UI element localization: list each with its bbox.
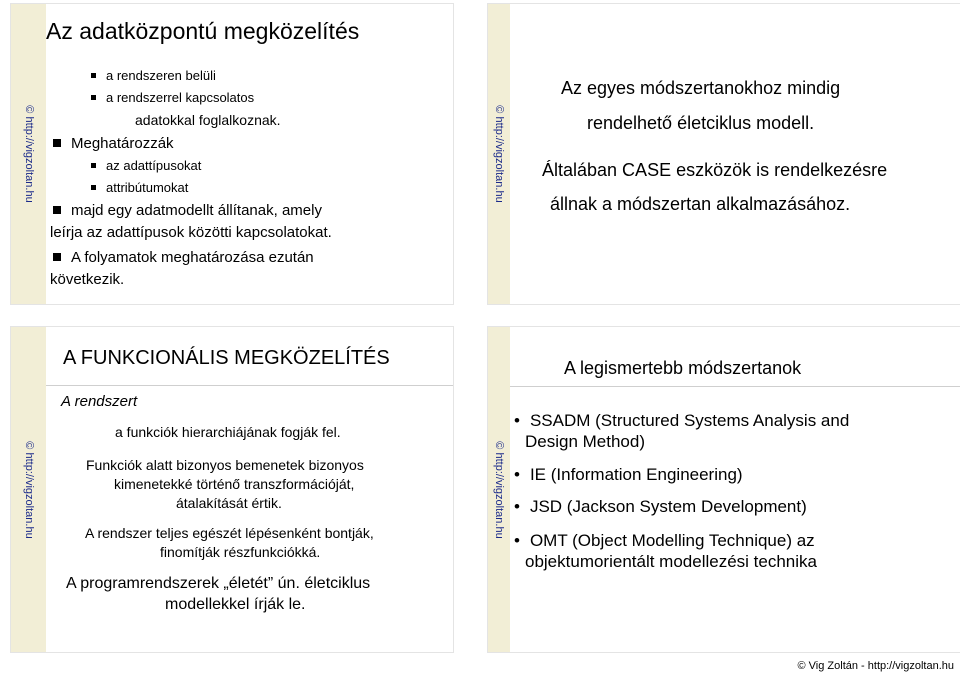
watermark-strip bbox=[11, 327, 46, 652]
bullet-line: Meghatározzák bbox=[53, 135, 174, 152]
text-line: rendelhető életciklus modell. bbox=[587, 113, 815, 133]
bullet-line: • IE (Information Engineering) bbox=[514, 465, 743, 485]
slide-title: Az adatközpontú megközelítés bbox=[46, 18, 360, 44]
text-line: modellekkel írják le. bbox=[165, 596, 306, 613]
title-underline bbox=[510, 386, 960, 387]
watermark-text: © http://vigzoltan.hu bbox=[22, 440, 35, 539]
watermark-strip bbox=[488, 327, 510, 652]
text-line: A rendszer teljes egészét lépésenként bontják, bbox=[85, 525, 374, 541]
bullet-line: attribútumokat bbox=[91, 180, 188, 195]
text-line: A rendszert bbox=[61, 393, 138, 410]
title-underline bbox=[46, 385, 453, 386]
text-line: következik. bbox=[50, 271, 125, 288]
text-line: Az egyes módszertanokhoz mindig bbox=[561, 78, 841, 98]
slide-data-oriented bbox=[11, 4, 453, 304]
slide-title: A FUNKCIONÁLIS MEGKÖZELÍTÉS bbox=[63, 347, 390, 369]
bullet-line: • OMT (Object Modelling Technique) az bbox=[514, 531, 815, 551]
text-line: Általában CASE eszközök is rendelkezésre bbox=[542, 160, 888, 180]
text-line: Design Method) bbox=[525, 432, 646, 451]
bullet-line: • JSD (Jackson System Development) bbox=[514, 497, 807, 517]
text-line: a funkciók hierarchiájának fogják fel. bbox=[115, 424, 341, 440]
text-line: objektumorientált modellezési technika bbox=[525, 552, 817, 571]
watermark-text: © http://vigzoltan.hu bbox=[493, 105, 505, 203]
text-line: állnak a módszertan alkalmazásához. bbox=[550, 194, 851, 214]
text-line: adatokkal foglalkoznak. bbox=[135, 112, 281, 128]
page-footer: © Vig Zoltán - http://vigzoltan.hu bbox=[797, 660, 954, 672]
watermark-text: © http://vigzoltan.hu bbox=[22, 105, 35, 203]
text-line: kimenetekké történő transzformációját, bbox=[114, 476, 355, 492]
bullet-line: A folyamatok meghatározása ezután bbox=[53, 249, 314, 266]
watermark-text: © http://vigzoltan.hu bbox=[493, 440, 505, 539]
slide-title: A legismertebb módszertanok bbox=[564, 358, 802, 378]
text-line: A programrendszerek „életét” ún. életciklus bbox=[66, 575, 371, 592]
text-line: átalakítását értik. bbox=[176, 495, 282, 511]
watermark-strip bbox=[488, 4, 510, 304]
slide-functional bbox=[11, 327, 453, 652]
slide-methodologies bbox=[488, 327, 960, 652]
bullet-line: a rendszerrel kapcsolatos bbox=[91, 90, 254, 105]
bullet-line: az adattípusokat bbox=[91, 158, 201, 173]
text-line: leírja az adattípusok közötti kapcsolatokat. bbox=[50, 224, 332, 241]
watermark-strip bbox=[11, 4, 46, 304]
text-line: finomítják részfunkciókká. bbox=[160, 544, 321, 560]
text-line: Funkciók alatt bizonyos bemenetek bizonyos bbox=[86, 457, 364, 473]
bullet-line: • SSADM (Structured Systems Analysis and bbox=[514, 411, 849, 431]
slide-life-cycle bbox=[488, 4, 960, 304]
bullet-line: majd egy adatmodellt állítanak, amely bbox=[53, 202, 322, 219]
bullet-line: a rendszeren belüli bbox=[91, 68, 216, 83]
